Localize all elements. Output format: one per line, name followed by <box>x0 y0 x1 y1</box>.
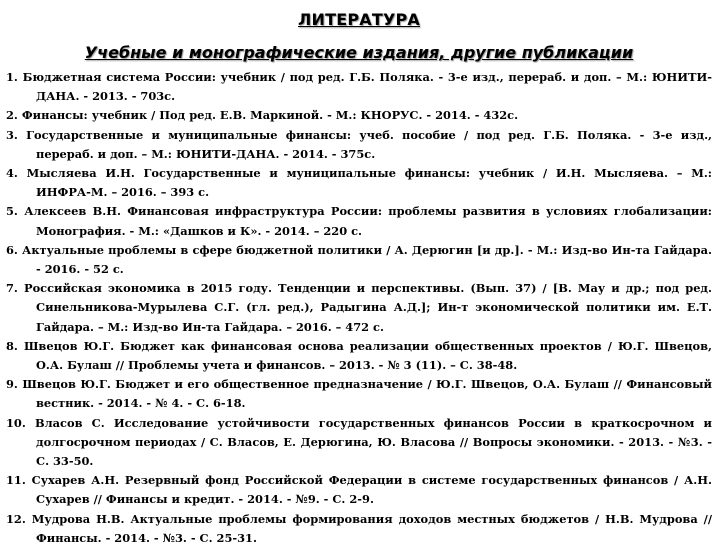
reference-number: 12. <box>6 511 26 526</box>
reference-item <box>6 375 712 413</box>
reference-number: 8. <box>6 338 18 353</box>
reference-number: 2. <box>6 108 18 123</box>
reference-text: Актуальные проблемы в сфере бюджетной политики / А. Дерюгин [и др.]. - М.: Изд-во Ин-та Гайдара. - 2016. - 52 с. <box>22 242 712 277</box>
reference-item <box>6 68 712 106</box>
reference-text: Швецов Ю.Г. Бюджет и его общественное предназначение / Ю.Г. Швецов, О.А. Булаш // Финансовый вестник. - 2014. - № 4. - С. 6-18. <box>22 377 712 411</box>
reference-item <box>6 337 712 375</box>
reference-item <box>6 471 712 509</box>
reference-item <box>6 164 712 202</box>
reference-text: Власов С. Исследование устойчивости государственных финансов России в краткосрочном и долгосрочном периодах / С. Власов, Е. Дерюгина, Ю. Власова // Вопросы экономики. - 2013. - №3. - С. 33-50. <box>35 415 713 469</box>
reference-item <box>6 241 712 279</box>
reference-item <box>6 106 712 125</box>
reference-number: 10. <box>6 415 26 430</box>
reference-text: Мудрова Н.В. Актуальные проблемы формирования доходов местных бюджетов / Н.В. Мудрова // Финансы. - 2014. - №3. - С. 25-31. <box>31 511 712 545</box>
reference-item <box>6 126 712 164</box>
reference-number: 4. <box>6 166 18 181</box>
section-subtitle: Учебные и монографические издания, другие публикации <box>84 43 634 62</box>
reference-number: 11. <box>6 473 26 488</box>
reference-item <box>6 202 712 240</box>
reference-list <box>6 68 712 548</box>
reference-text: Государственные и муниципальные финансы: учеб. пособие / под ред. Г.Б. Поляка. - 3-е изд., перераб. и доп. – М.: ЮНИТИ-ДАНА. - 2014. - 375с. <box>26 127 712 161</box>
reference-text: Алексеев В.Н. Финансовая инфраструктура России: проблемы развития в условиях глобализации: Монография. - М.: «Дашков и К». - 2014. – 220 с. <box>24 204 712 238</box>
reference-text: Российская экономика в 2015 году. Тенденции и перспективы. (Вып. 37) / [В. Мау и др.; под ред. Синельникова-Мурылева С.Г. (гл. ред.), Радыгина А.Д.]; Ин-т экономической политики им. Е.Т. Гайдара. – М.: Изд-во Ин-та Гайдара. – 2016. – 472 с. <box>24 281 712 334</box>
reference-text: Финансы: учебник / Под ред. Е.В. Маркиной. - М.: КНОРУС. - 2014. - 432с. <box>21 108 519 123</box>
reference-text: Швецов Ю.Г. Бюджет как финансовая основа реализации общественных проектов / Ю.Г. Швецов, О.А. Булаш // Проблемы учета и финансов. – 2013. - № 3 (11). – С. 38-48. <box>23 338 713 373</box>
reference-item <box>6 279 712 337</box>
reference-number: 1. <box>6 70 18 84</box>
reference-text: Бюджетная система России: учебник / под ред. Г.Б. Поляка. - 3-е изд., перераб. и доп. – М.: ЮНИТИ-ДАНА. - 2013. - 703с. <box>22 70 712 104</box>
reference-number: 7. <box>6 281 18 296</box>
reference-item <box>6 510 712 548</box>
reference-number: 3. <box>6 127 18 142</box>
reference-number: 5. <box>6 204 18 219</box>
page-title: ЛИТЕРАТУРА <box>298 10 420 29</box>
reference-text: Мысляева И.Н. Государственные и муниципальные финансы: учебник / И.Н. Мысляева. – М.: ИНФРА-М. – 2016. – 393 с. <box>26 166 712 200</box>
reference-text: Сухарев А.Н. Резервный фонд Российской Федерации в системе государственных финансов / А.Н. Сухарев // Финансы и кредит. - 2014. - №9. - С. 2-9. <box>31 473 712 507</box>
reference-item <box>6 414 712 472</box>
reference-number: 9. <box>6 377 18 392</box>
reference-number: 6. <box>6 242 18 257</box>
